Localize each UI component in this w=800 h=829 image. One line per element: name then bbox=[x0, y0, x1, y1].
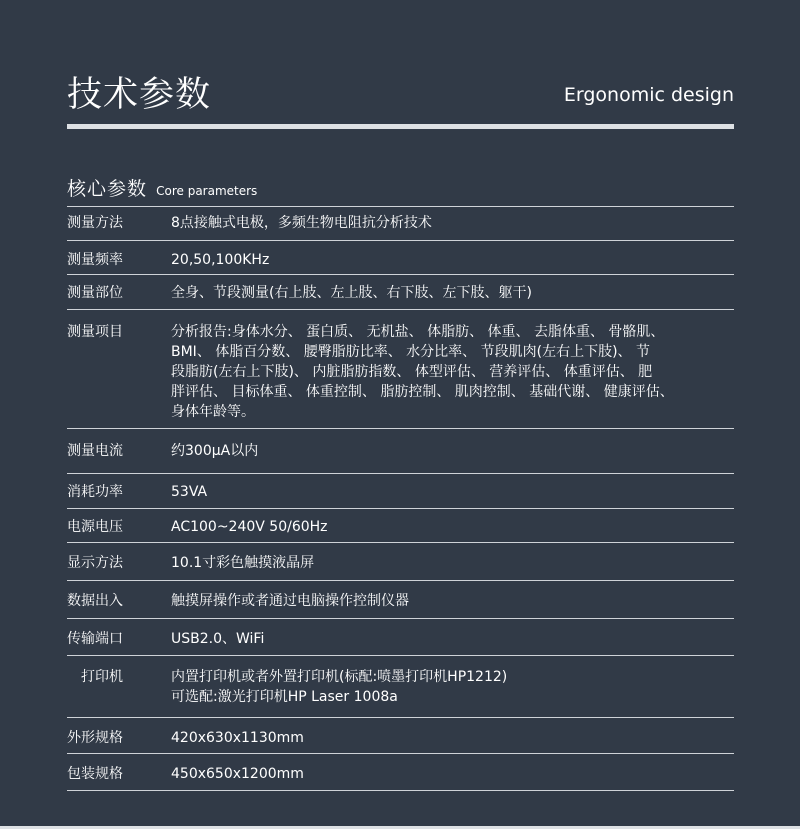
spec-label: 传输端口 bbox=[67, 631, 123, 647]
spec-value: 420x630x1130mm bbox=[171, 730, 304, 746]
spec-value: 约300μA以内 bbox=[171, 443, 259, 459]
header-divider bbox=[67, 124, 734, 129]
spec-value-line: 胖评估、 目标体重、 体重控制、 脂肪控制、 肌肉控制、 基础代谢、 健康评估、 bbox=[171, 384, 674, 400]
spec-value: USB2.0、WiFi bbox=[171, 631, 265, 647]
spec-row bbox=[67, 474, 734, 509]
section-title bbox=[67, 176, 734, 206]
spec-row bbox=[67, 718, 734, 754]
spec-value: 8点接触式电极，多频生物电阻抗分析技术 bbox=[171, 215, 432, 231]
spec-label: 电源电压 bbox=[67, 519, 123, 535]
spec-value: 触摸屏操作或者通过电脑操作控制仪器 bbox=[171, 593, 409, 609]
spec-row bbox=[67, 656, 734, 718]
spec-value bbox=[171, 667, 734, 707]
spec-label: 显示方法 bbox=[67, 555, 123, 571]
spec-label: 数据出入 bbox=[67, 593, 123, 609]
spec-label: 测量项目 bbox=[67, 324, 123, 340]
spec-row bbox=[67, 241, 734, 275]
spec-row bbox=[67, 543, 734, 581]
spec-label: 测量部位 bbox=[67, 285, 123, 301]
spec-value-line: 身体年龄等。 bbox=[171, 404, 255, 420]
page-header bbox=[67, 72, 734, 122]
spec-value-line: 分析报告:身体水分、 蛋白质、 无机盐、 体脂肪、 体重、 去脂体重、 骨骼肌、 bbox=[171, 324, 665, 340]
spec-label: 包装规格 bbox=[67, 766, 123, 782]
page-subtitle: Ergonomic design bbox=[563, 84, 734, 106]
spec-value: 10.1寸彩色触摸液晶屏 bbox=[171, 555, 315, 571]
spec-label: 消耗功率 bbox=[67, 484, 123, 500]
section-title-en: Core parameters bbox=[156, 184, 258, 198]
spec-row bbox=[67, 509, 734, 543]
spec-label: 外形规格 bbox=[67, 730, 123, 746]
spec-value: 全身、节段测量(右上肢、左上肢、右下肢、左下肢、躯干) bbox=[171, 285, 532, 301]
spec-section bbox=[67, 176, 734, 782]
spec-value bbox=[171, 322, 734, 422]
spec-row bbox=[67, 310, 734, 429]
spec-label: 打印机 bbox=[81, 669, 123, 685]
spec-value: 20,50,100KHz bbox=[171, 252, 270, 268]
spec-value-line: 内置打印机或者外置打印机(标配:喷墨打印机HP1212) bbox=[171, 669, 508, 685]
section-title-zh: 核心参数 bbox=[67, 178, 148, 200]
spec-value: 53VA bbox=[171, 484, 208, 500]
spec-row bbox=[67, 619, 734, 656]
page-title: 技术参数 bbox=[67, 75, 212, 115]
spec-row bbox=[67, 754, 734, 791]
spec-row bbox=[67, 207, 734, 241]
spec-value-line: BMI、 体脂百分数、 腰臀脂肪比率、 水分比率、 节段肌肉(左右上下肢)、 节 bbox=[171, 344, 650, 360]
spec-value-line: 段脂肪(左右上下肢)、 内脏脂肪指数、 体型评估、 营养评估、 体重评估、 肥 bbox=[171, 364, 653, 380]
spec-label: 测量方法 bbox=[67, 215, 123, 231]
spec-value-line: 可选配:激光打印机HP Laser 1008a bbox=[171, 689, 398, 705]
spec-label: 测量电流 bbox=[67, 443, 123, 459]
spec-row bbox=[67, 429, 734, 474]
spec-row bbox=[67, 581, 734, 619]
spec-label: 测量频率 bbox=[67, 252, 123, 268]
spec-value: 450x650x1200mm bbox=[171, 766, 304, 782]
spec-value: AC100~240V 50/60Hz bbox=[171, 519, 328, 535]
spec-row bbox=[67, 275, 734, 310]
